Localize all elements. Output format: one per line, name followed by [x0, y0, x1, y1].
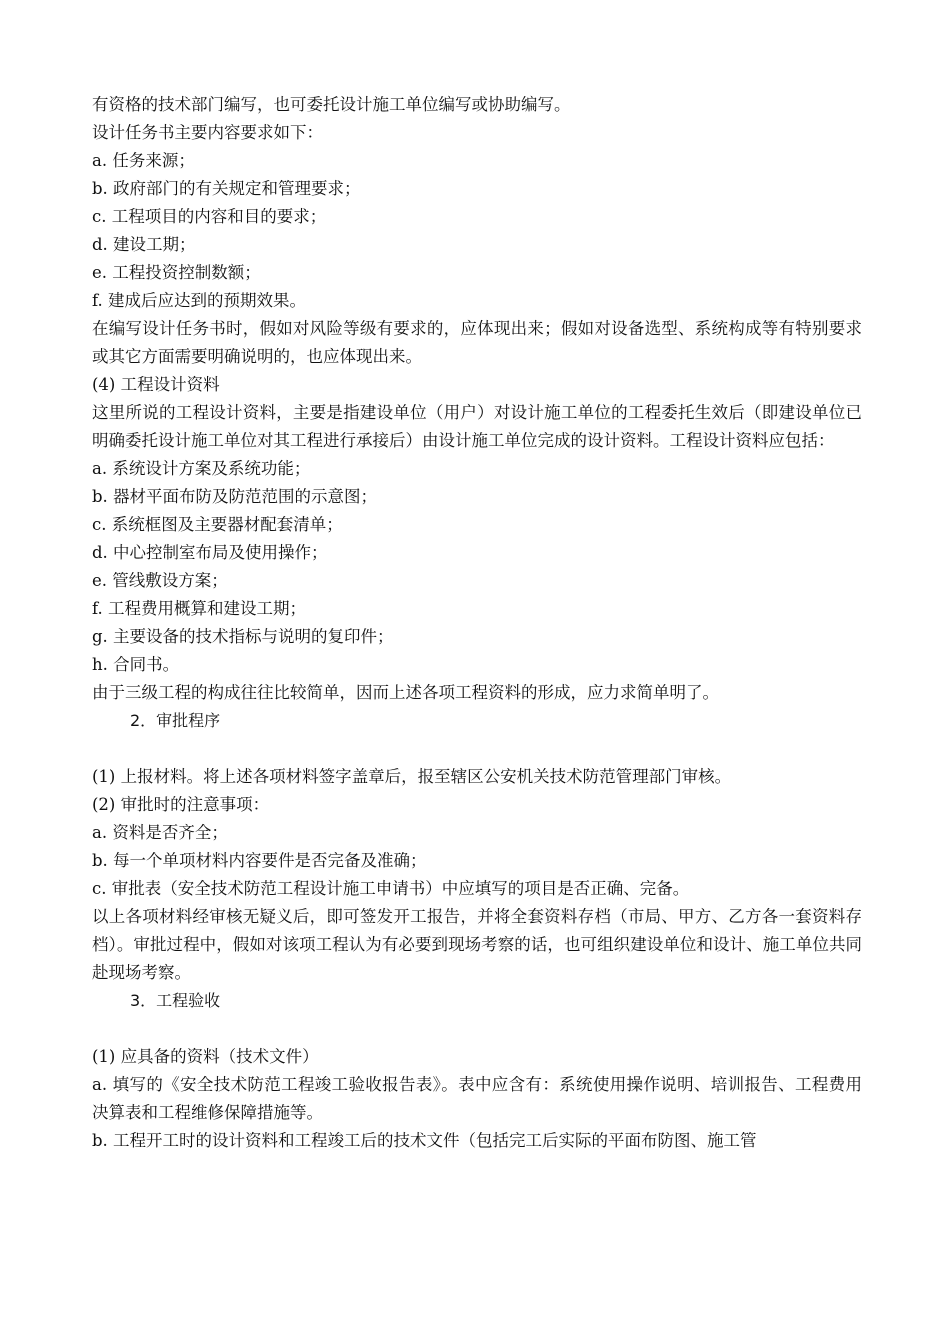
section-heading-acceptance: 3．工程验收: [130, 991, 221, 1010]
spacer: [92, 1015, 862, 1043]
list-item: b. 每一个单项材料内容要件是否完备及准确；: [92, 851, 427, 870]
list-item: b. 工程开工时的设计资料和工程竣工后的技术文件（包括完工后实际的平面布防图、施工管: [92, 1131, 757, 1150]
paragraph: 这里所说的工程设计资料，主要是指建设单位（用户）对设计施工单位的工程委托生效后（即建设单位已明确委托设计施工单位对其工程进行承接后）由设计施工单位完成的设计资料。工程设计资料应包括：: [92, 403, 862, 450]
text-line: 有资格的技术部门编写，也可委托设计施工单位编写或协助编写。: [92, 95, 571, 114]
section-heading-approval: 2．审批程序: [130, 711, 221, 730]
text-line: 设计任务书主要内容要求如下：: [92, 123, 323, 142]
list-item: c. 工程项目的内容和目的要求；: [92, 207, 327, 226]
paragraph: (2) 审批时的注意事项：: [92, 795, 270, 814]
list-item: f. 工程费用概算和建设工期；: [92, 599, 307, 618]
list-item: c. 审批表（安全技术防范工程设计施工申请书）中应填写的项目是否正确、完备。: [92, 879, 690, 898]
document-page: [92, 91, 862, 1155]
list-item: e. 管线敷设方案；: [92, 571, 228, 590]
spacer: [92, 735, 862, 763]
paragraph: 由于三级工程的构成往往比较简单，因而上述各项工程资料的形成，应力求简单明了。: [92, 683, 719, 702]
list-item: d. 建设工期；: [92, 235, 196, 254]
list-item: f. 建成后应达到的预期效果。: [92, 291, 307, 310]
list-item: d. 中心控制室布局及使用操作；: [92, 543, 328, 562]
list-item: c. 系统框图及主要器材配套清单；: [92, 515, 343, 534]
paragraph: 以上各项材料经审核无疑义后，即可签发开工报告，并将全套资料存档（市局、甲方、乙方各一套资料存档）。审批过程中，假如对该项工程认为有必要到现场考察的话，也可组织建设单位和设计、施工单位共同赴现场考察。: [92, 907, 862, 982]
paragraph: (1) 上报材料。将上述各项材料签字盖章后，报至辖区公安机关技术防范管理部门审核。: [92, 767, 732, 786]
subsection-heading: (4) 工程设计资料: [92, 375, 220, 394]
list-item: b. 器材平面布防及防范范围的示意图；: [92, 487, 378, 506]
list-item: a. 填写的《安全技术防范工程竣工验收报告表》。表中应含有：系统使用操作说明、培训报告、工程费用决算表和工程维修保障措施等。: [92, 1075, 862, 1122]
list-item: b. 政府部门的有关规定和管理要求；: [92, 179, 361, 198]
list-item: g. 主要设备的技术指标与说明的复印件；: [92, 627, 394, 646]
list-item: h. 合同书。: [92, 655, 180, 674]
list-item: a. 任务来源；: [92, 151, 195, 170]
subsection-heading: (1) 应具备的资料（技术文件）: [92, 1047, 319, 1066]
list-item: a. 资料是否齐全；: [92, 823, 228, 842]
list-item: a. 系统设计方案及系统功能；: [92, 459, 311, 478]
paragraph: 在编写设计任务书时，假如对风险等级有要求的，应体现出来；假如对设备选型、系统构成等有特别要求或其它方面需要明确说明的，也应体现出来。: [92, 319, 862, 366]
list-item: e. 工程投资控制数额；: [92, 263, 261, 282]
